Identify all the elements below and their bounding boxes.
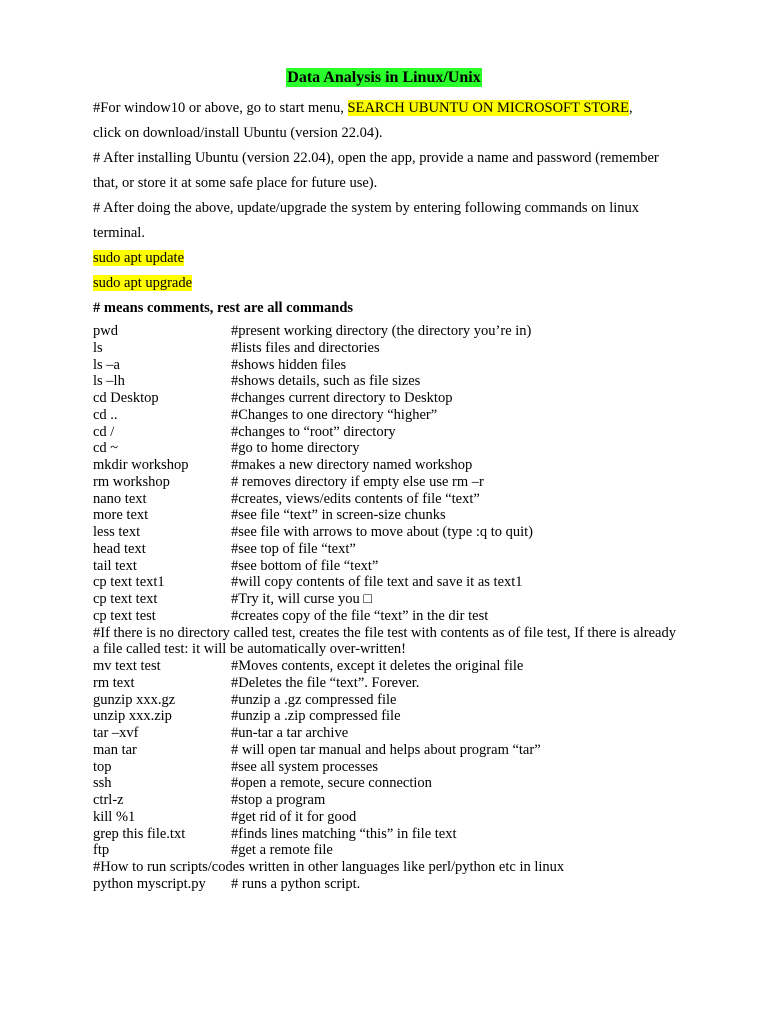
command-description: # removes directory if empty else use rm –r [231,473,484,490]
command-row [93,725,693,742]
command-text: cp text text [93,591,158,607]
command-text: mkdir workshop [93,457,189,473]
command-text: cd .. [93,406,118,423]
command-row [93,876,693,893]
intro-p1-comma: , [629,100,633,116]
command-text: cp text text1 [93,574,165,591]
comment-note: # means comments, rest are all commands [93,300,354,316]
upgrade-command-line [93,271,683,296]
command-text: mv text test [93,658,161,674]
command-row [93,440,693,457]
sudo-apt-update: sudo apt update [93,250,185,266]
command-text: cd Desktop [93,390,159,406]
command-description: #changes current directory to Desktop [231,390,453,406]
command-text: top [93,758,112,775]
command-text: ls –lh [93,373,125,390]
command-description: #creates, views/edits contents of file “text” [231,490,480,507]
command-row [93,340,693,357]
command-description: #Changes to one directory “higher” [231,406,438,423]
command-text: ls [93,339,103,356]
sudo-apt-upgrade: sudo apt upgrade [93,275,193,291]
command-text: head text [93,540,146,557]
command-row [93,809,693,826]
command-text: python myscript.py [93,875,206,892]
command-row [93,541,693,558]
command-row [93,457,693,474]
command-text: man tar [93,741,137,758]
command-text: unzip xxx.zip [93,708,172,725]
intro-paragraph-2: # After installing Ubuntu (version 22.04), open the app, provide a name and password (remember that, or store it at some safe place for future use). [93,150,659,191]
intro-paragraph-3: # After doing the above, update/upgrade the system by entering following commands on linux terminal. [93,200,640,241]
document-title: Data Analysis in Linux/Unix [287,69,481,86]
command-row [93,708,693,725]
command-description: #will copy contents of file text and save it as text1 [231,574,523,591]
command-text: rm text [93,674,135,691]
command-row [93,658,693,675]
command-description: #unzip a .zip compressed file [231,708,401,725]
command-description: #stop a program [231,792,326,808]
command-text: tail text [93,557,137,574]
command-text: less text [93,524,141,540]
highlight-search-ubuntu: SEARCH UBUNTU ON MICROSOFT STORE [347,100,629,116]
command-text: rm workshop [93,473,170,490]
command-description: #un-tar a tar archive [231,725,349,741]
command-text: tar –xvf [93,725,139,741]
intro-section [93,96,683,321]
command-row [93,574,693,591]
command-text: ls –a [93,356,120,373]
command-text: ctrl-z [93,792,124,808]
command-description: #open a remote, secure connection [231,775,432,792]
command-row [93,323,693,340]
command-row [93,826,693,843]
title-wrap [0,68,768,87]
command-row [93,491,693,508]
command-text: cp text test [93,607,156,624]
command-description: #see all system processes [231,758,378,775]
command-row [93,608,693,625]
intro-paragraph-1-line-2: click on download/install Ubuntu (version 22.04). [93,125,383,141]
command-row [93,792,693,809]
command-description: #shows hidden files [231,356,347,373]
command-description: #shows details, such as file sizes [231,373,421,390]
command-list-b [93,658,693,859]
command-list-a [93,323,693,625]
command-description: #changes to “root” directory [231,423,396,440]
command-description: #get rid of it for good [231,808,357,825]
command-row [93,507,693,524]
command-description: #Try it, will curse you □ [231,591,373,607]
command-text: ssh [93,775,112,792]
command-text: nano text [93,490,147,507]
command-text: kill %1 [93,808,136,825]
command-description: #see bottom of file “text” [231,557,379,574]
command-description: #makes a new directory named workshop [231,457,473,473]
command-description: #Moves contents, except it deletes the original file [231,658,524,674]
command-row [93,524,693,541]
intro-paragraph-1 [93,96,683,121]
command-description: #see top of file “text” [231,540,356,557]
command-text: more text [93,507,149,524]
command-description: #Deletes the file “text”. Forever. [231,674,420,691]
command-row [93,424,693,441]
command-description: #finds lines matching “this” in file text [231,825,457,842]
command-row [93,373,693,390]
test-directory-note: #If there is no directory called test, creates the file test with contents as of file test, If there is already a file called test: it will be automatically over-written! [93,624,676,658]
command-row [93,390,693,407]
command-row [93,842,693,859]
command-text: grep this file.txt [93,825,186,842]
command-row [93,742,693,759]
command-row [93,759,693,776]
command-row [93,474,693,491]
scripts-note: #How to run scripts/codes written in other languages like perl/python etc in linux [93,859,565,875]
command-description: #go to home directory [231,440,360,457]
command-row [93,591,693,608]
command-description: #unzip a .gz compressed file [231,691,397,708]
command-list-c [93,876,693,893]
command-row [93,775,693,792]
command-description: #lists files and directories [231,339,380,356]
update-command-line [93,246,683,271]
command-list [93,323,693,893]
command-row [93,692,693,709]
command-row [93,675,693,692]
command-description: #see file “text” in screen-size chunks [231,507,446,524]
command-row [93,357,693,374]
command-description: #creates copy of the file “text” in the dir test [231,607,489,624]
command-description: # runs a python script. [231,875,361,892]
command-description: #see file with arrows to move about (type :q to quit) [231,524,534,540]
command-description: #get a remote file [231,842,333,859]
command-description: # will open tar manual and helps about program “tar” [231,741,541,758]
command-row [93,407,693,424]
intro-p1-text: #For window10 or above, go to start menu, [93,100,348,116]
command-text: ftp [93,842,110,859]
command-description: #present working directory (the directory you’re in) [231,323,532,339]
command-text: cd ~ [93,440,119,457]
command-text: gunzip xxx.gz [93,691,176,708]
command-row [93,558,693,575]
command-text: cd / [93,423,115,440]
command-text: pwd [93,323,118,339]
